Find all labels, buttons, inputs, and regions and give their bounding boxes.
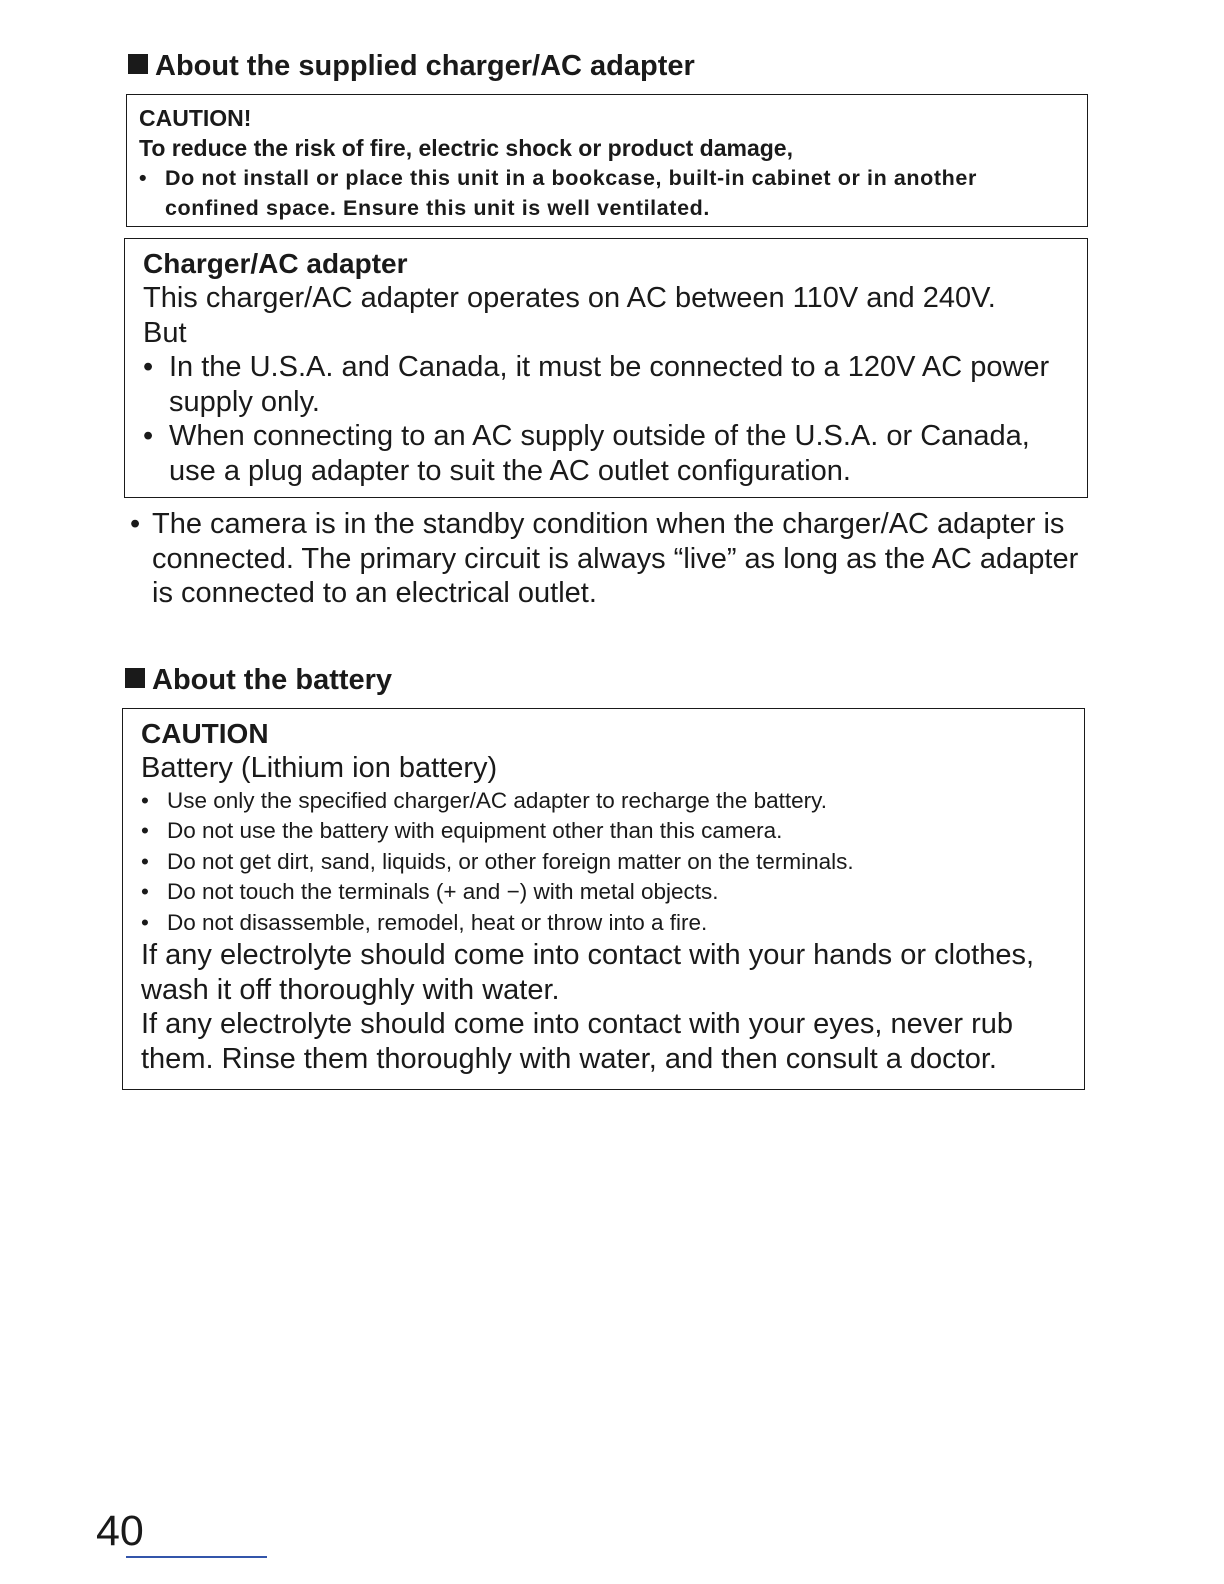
battery-bullet	[141, 816, 1074, 846]
battery-paragraph: If any electrolyte should come into contact with your hands or clothes, wash it off thoroughly with water.	[141, 939, 1035, 1006]
adapter-bullet	[143, 350, 1071, 419]
standby-note-text: The camera is in the standby condition when the charger/AC adapter is connected. The primary circuit is always “live” as long as the AC adapter is connected to an electrical outlet.	[152, 508, 1079, 610]
caution-subtitle: Battery (Lithium ion battery)	[141, 752, 498, 784]
caution-bullet	[139, 163, 1075, 223]
battery-bullet-text: Do not touch the terminals (+ and −) with metal objects.	[167, 879, 719, 905]
battery-bullet	[141, 786, 1074, 816]
section-heading-text: About the battery	[152, 664, 393, 696]
bullet-dot-icon: •	[143, 420, 154, 452]
page-number-rule	[126, 1556, 267, 1558]
page-number: 40	[96, 1507, 144, 1555]
square-bullet-icon	[128, 54, 148, 74]
section-heading-text: About the supplied charger/AC adapter	[155, 50, 695, 82]
bullet-dot-icon: •	[139, 166, 148, 190]
battery-bullet	[141, 908, 1074, 938]
bullet-dot-icon: •	[141, 879, 149, 905]
battery-bullet	[141, 847, 1074, 877]
standby-note	[130, 507, 1090, 611]
caution-box-battery	[122, 708, 1085, 1090]
battery-bullet	[141, 877, 1074, 907]
section-heading-battery	[125, 666, 392, 695]
adapter-info-box	[124, 238, 1088, 498]
adapter-line: This charger/AC adapter operates on AC between 110V and 240V.	[143, 282, 996, 314]
adapter-title: Charger/AC adapter	[143, 248, 408, 279]
bullet-dot-icon: •	[141, 788, 149, 813]
adapter-bullet-text: When connecting to an AC supply outside of the U.S.A. or Canada, use a plug adapter to suit the AC outlet configuration.	[169, 420, 1030, 487]
bullet-dot-icon: •	[130, 508, 141, 540]
section-heading-charger	[128, 52, 695, 81]
battery-bullet-text: Do not use the battery with equipment other than this camera.	[167, 818, 783, 844]
square-bullet-icon	[125, 668, 145, 688]
battery-bullet-text: Use only the specified charger/AC adapter to recharge the battery.	[167, 788, 827, 813]
adapter-bullet-text: In the U.S.A. and Canada, it must be connected to a 120V AC power supply only.	[169, 351, 1050, 418]
battery-bullet-text: Do not get dirt, sand, liquids, or other foreign matter on the terminals.	[167, 848, 854, 874]
bullet-dot-icon: •	[141, 848, 149, 874]
bullet-dot-icon: •	[141, 818, 149, 844]
adapter-bullet	[143, 419, 1071, 488]
caution-bullet-text: Do not install or place this unit in a bookcase, built-in cabinet or in another confined space. Ensure this unit is well ventilated.	[165, 166, 977, 220]
caution-title: CAUTION!	[139, 105, 252, 131]
battery-paragraph: If any electrolyte should come into contact with your eyes, never rub them. Rinse them thoroughly with water, and then consult a doctor.	[141, 1008, 1014, 1075]
bullet-dot-icon: •	[141, 909, 149, 935]
caution-title: CAUTION	[141, 718, 269, 749]
bullet-dot-icon: •	[143, 351, 154, 383]
battery-bullet-text: Do not disassemble, remodel, heat or throw into a fire.	[167, 909, 708, 935]
caution-subtitle: To reduce the risk of fire, electric shock or product damage,	[139, 135, 793, 161]
adapter-line: But	[143, 316, 187, 349]
caution-box-charger	[126, 94, 1088, 227]
